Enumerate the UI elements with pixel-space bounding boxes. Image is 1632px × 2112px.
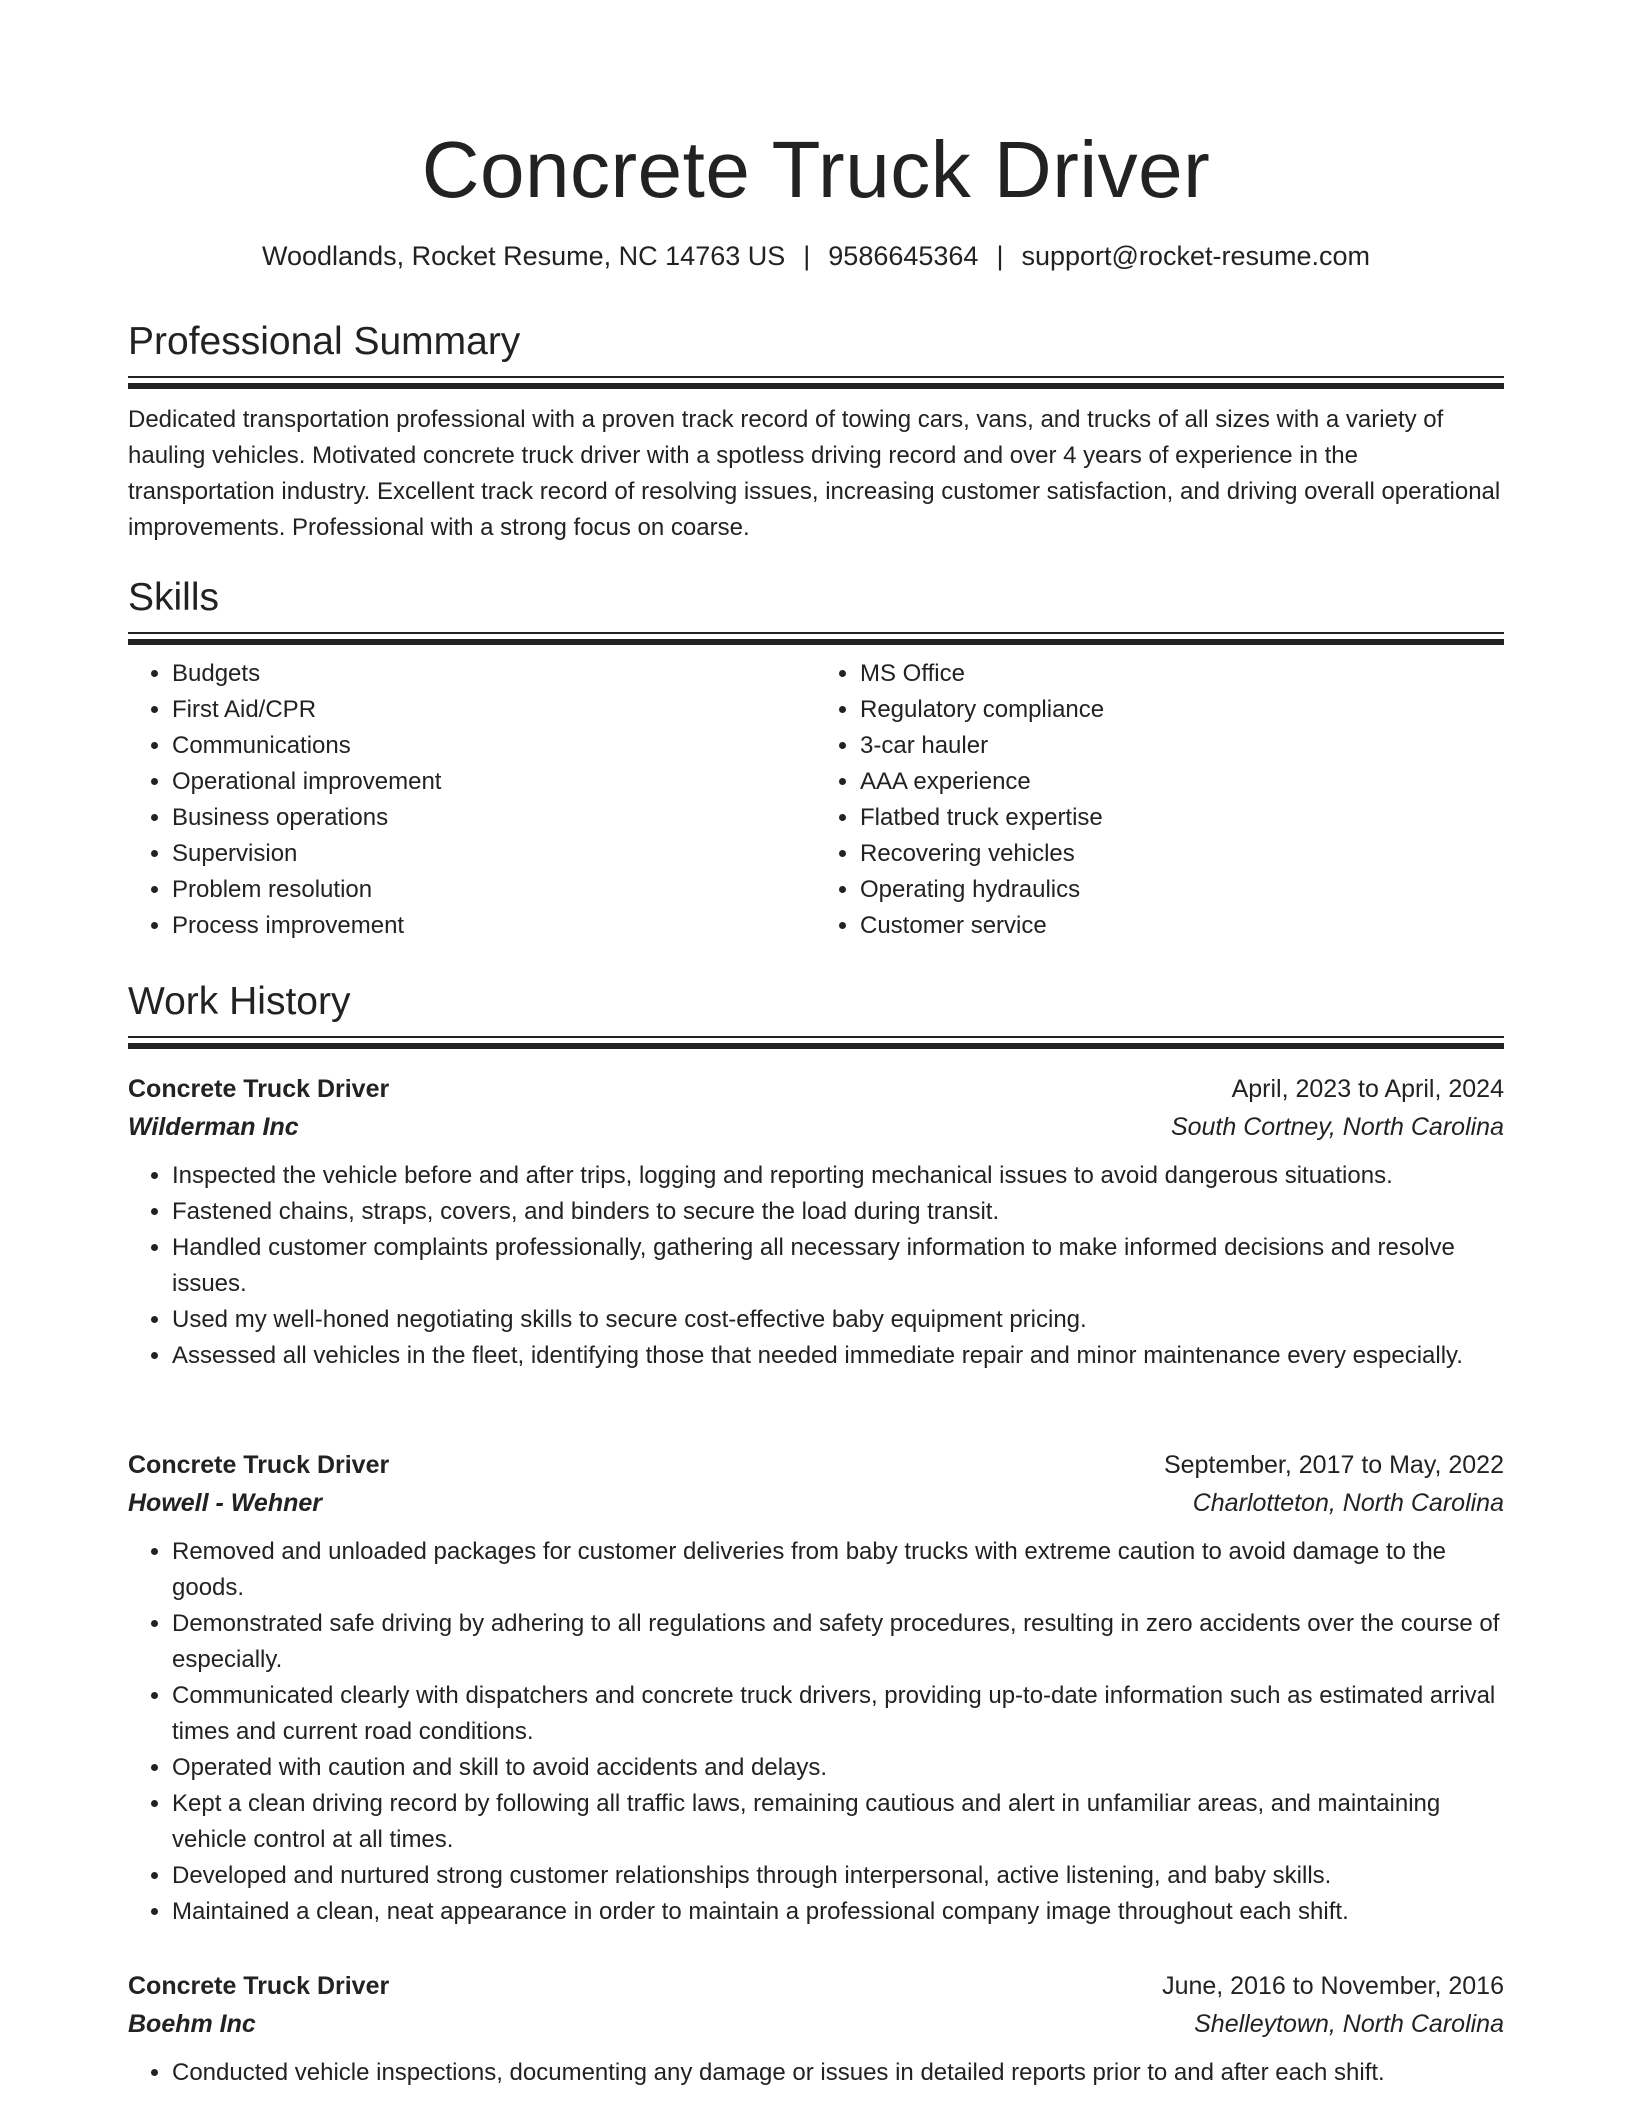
skill-item: • 3-car hauler	[860, 728, 1504, 764]
job-subheader	[128, 1484, 1504, 1522]
skills-section	[128, 572, 1504, 944]
skill-item: • Regulatory compliance	[860, 692, 1504, 728]
job-entry	[128, 1070, 1504, 1374]
job-dates: April, 2023 to April, 2024	[1231, 1075, 1504, 1103]
skill-item: • Supervision	[172, 836, 816, 872]
section-divider	[128, 632, 1504, 644]
section-title-summary: Professional Summary	[128, 320, 521, 363]
section-title-skills: Skills	[128, 576, 220, 619]
job-title: Concrete Truck Driver	[128, 1075, 390, 1103]
job-bullet: • Inspected the vehicle before and after trips, logging and reporting mechanical issues to avoid dangerous situations.	[172, 1158, 1504, 1194]
skill-item: • MS Office	[860, 656, 1504, 692]
resume-name: Concrete Truck Driver	[421, 125, 1211, 214]
job-company: Wilderman Inc	[128, 1113, 299, 1141]
skill-item: • Problem resolution	[172, 872, 816, 908]
contact-separator: |	[996, 241, 1004, 271]
skill-item: • Budgets	[172, 656, 816, 692]
contact-email: support@rocket-resume.com	[1021, 241, 1370, 271]
job-location: South Cortney, North Carolina	[1170, 1113, 1504, 1141]
job-bullet: • Kept a clean driving record by following all traffic laws, remaining cautious and alert in unfamiliar areas, and maintaining vehicle control at all times.	[172, 1786, 1504, 1858]
skill-item: • Customer service	[860, 908, 1504, 944]
job-bullet: • Demonstrated safe driving by adhering to all regulations and safety procedures, resulting in zero accidents over the course of especially.	[172, 1606, 1504, 1678]
section-divider	[128, 1036, 1504, 1048]
skill-item: • Flatbed truck expertise	[860, 800, 1504, 836]
job-bullet: • Communicated clearly with dispatchers and concrete truck drivers, providing up-to-date information such as estimated arrival times and current road conditions.	[172, 1678, 1504, 1750]
job-bullet: • Maintained a clean, neat appearance in order to maintain a professional company image throughout each shift.	[172, 1894, 1504, 1930]
job-header	[128, 1446, 1504, 1484]
skills-column-left	[128, 656, 816, 944]
skills-column-right	[816, 656, 1504, 944]
job-bullets	[128, 2055, 1504, 2091]
job-entry	[128, 1446, 1504, 1930]
skill-item: • Communications	[172, 728, 816, 764]
contact-address: Woodlands, Rocket Resume, NC 14763 US	[262, 241, 786, 271]
job-bullets	[128, 1534, 1504, 1930]
section-divider	[128, 376, 1504, 388]
skill-item: • Operational improvement	[172, 764, 816, 800]
job-entry	[128, 1967, 1504, 2091]
skill-item: • AAA experience	[860, 764, 1504, 800]
skill-item: • First Aid/CPR	[172, 692, 816, 728]
job-bullet: • Fastened chains, straps, covers, and binders to secure the load during transit.	[172, 1194, 1504, 1230]
job-bullet: • Used my well-honed negotiating skills to secure cost-effective baby equipment pricing.	[172, 1302, 1504, 1338]
skill-item: • Process improvement	[172, 908, 816, 944]
job-title: Concrete Truck Driver	[128, 1451, 390, 1479]
job-dates: September, 2017 to May, 2022	[1163, 1451, 1504, 1479]
job-bullets	[128, 1158, 1504, 1374]
job-company: Howell - Wehner	[128, 1489, 323, 1517]
contact-phone: 9586645364	[828, 241, 979, 271]
section-title-work: Work History	[128, 980, 351, 1023]
contact-line	[128, 238, 1504, 274]
job-header	[128, 1967, 1504, 2005]
job-bullet: • Developed and nurtured strong customer relationships through interpersonal, active listening, and baby skills.	[172, 1858, 1504, 1894]
summary-text: Dedicated transportation professional with a proven track record of towing cars, vans, and trucks of all sizes with a variety of hauling vehicles. Motivated concrete truck driver with a spotless driving record and over 4 years of experience in the transportation industry. Excellent track record of resolving issues, increasing customer satisfaction, and driving overall operational improvements. Professional with a strong focus on coarse.	[128, 406, 1501, 541]
job-bullet: • Conducted vehicle inspections, documenting any damage or issues in detailed reports prior to and after each shift.	[172, 2055, 1504, 2091]
job-location: Shelleytown, North Carolina	[1194, 2010, 1504, 2038]
work-section	[128, 976, 1504, 1048]
summary-section	[128, 316, 1504, 546]
job-dates: June, 2016 to November, 2016	[1162, 1972, 1504, 2000]
contact-separator: |	[803, 241, 811, 271]
job-title: Concrete Truck Driver	[128, 1972, 390, 2000]
job-location: Charlotteton, North Carolina	[1192, 1489, 1504, 1517]
job-company: Boehm Inc	[128, 2010, 256, 2038]
skill-item: • Business operations	[172, 800, 816, 836]
skill-item: • Recovering vehicles	[860, 836, 1504, 872]
job-bullet: • Handled customer complaints professionally, gathering all necessary information to make informed decisions and resolve issues.	[172, 1230, 1504, 1302]
skill-item: • Operating hydraulics	[860, 872, 1504, 908]
job-subheader	[128, 2005, 1504, 2043]
job-bullet: • Assessed all vehicles in the fleet, identifying those that needed immediate repair and minor maintenance every especially.	[172, 1338, 1504, 1374]
job-subheader	[128, 1108, 1504, 1146]
job-bullet: • Operated with caution and skill to avoid accidents and delays.	[172, 1750, 1504, 1786]
job-bullet: • Removed and unloaded packages for customer deliveries from baby trucks with extreme caution to avoid damage to the goods.	[172, 1534, 1504, 1606]
skills-list	[128, 656, 1504, 944]
job-header	[128, 1070, 1504, 1108]
